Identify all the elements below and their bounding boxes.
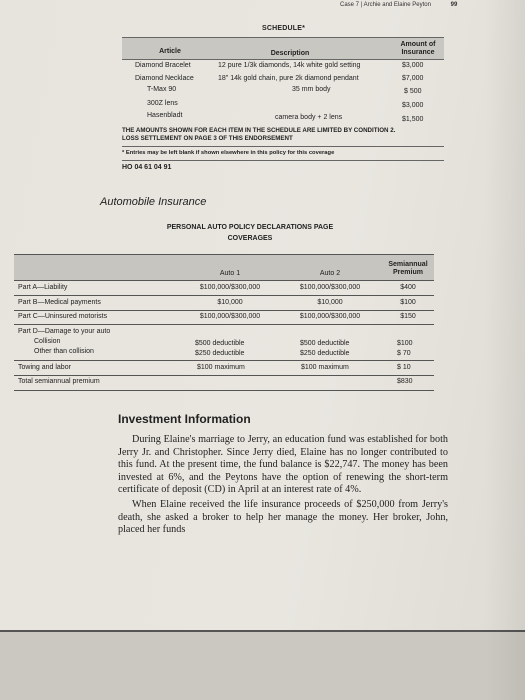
page-number: 99	[450, 2, 458, 8]
row-collision-auto1: $500 deductible	[195, 340, 245, 347]
row-collision-label: Collision	[34, 338, 61, 345]
row-towing-label: Towing and labor	[18, 364, 71, 371]
row-other-auto2: $250 deductible	[300, 350, 350, 357]
declarations-bottom-rule	[14, 390, 434, 391]
running-header	[340, 2, 457, 8]
row-medical-label: Part B—Medical payments	[18, 299, 101, 306]
schedule-amount: $3,000	[402, 62, 424, 69]
row-other-premium: $ 70	[397, 350, 411, 357]
declarations-title-line1: PERSONAL AUTO POLICY DECLARATIONS PAGE	[166, 224, 334, 231]
row-total-premium: $830	[397, 378, 413, 385]
schedule-description: 35 mm body	[292, 86, 331, 93]
schedule-col-description: Description	[270, 50, 310, 57]
row-collision-auto2: $500 deductible	[300, 340, 350, 347]
schedule-note-rule	[122, 146, 444, 147]
row-towing-auto1: $100 maximum	[197, 364, 245, 371]
schedule-col-article: Article	[159, 48, 181, 55]
schedule-amount: $7,000	[402, 75, 424, 82]
row-medical-auto2: $10,000	[317, 299, 343, 306]
col-auto1: Auto 1	[219, 270, 241, 277]
col-premium	[383, 261, 433, 277]
schedule-article: Diamond Bracelet	[135, 62, 191, 69]
row-medical-premium: $100	[400, 299, 416, 306]
schedule-top-rule	[122, 37, 444, 38]
schedule-col-amount-line1: Amount of	[400, 41, 436, 48]
schedule-col-amount-line2: Insurance	[401, 49, 435, 56]
row-total-label: Total semiannual premium	[18, 378, 100, 385]
form-code: HO 04 61 04 91	[122, 164, 172, 171]
automobile-section-title: Automobile Insurance	[100, 196, 207, 208]
col-premium-line1: Semiannual	[388, 261, 428, 268]
schedule-amount: $1,500	[402, 116, 424, 123]
schedule-article: Hasenbladt	[147, 112, 183, 119]
row-rule	[14, 310, 434, 311]
row-liability-label: Part A—Liability	[18, 284, 68, 291]
running-head-text: Case 7 | Archie and Elaine Peyton	[340, 2, 431, 8]
schedule-article: Diamond Necklace	[135, 75, 194, 82]
row-rule	[14, 324, 434, 325]
col-auto2: Auto 2	[319, 270, 341, 277]
row-liability-auto1: $100,000/$300,000	[199, 284, 261, 291]
page-edge-shadow	[485, 0, 525, 700]
page-bottom-shadow	[0, 630, 525, 700]
schedule-title: SCHEDULE*	[262, 25, 306, 32]
col-premium-line2: Premium	[393, 269, 423, 276]
row-other-label: Other than collision	[34, 348, 94, 355]
schedule-footnote: * Entries may be left blank if shown elsewhere in this policy for this coverage	[122, 150, 335, 156]
schedule-description: 12 pure 1/3k diamonds, 14k white gold setting	[218, 62, 361, 69]
limit-note-line1: THE AMOUNTS SHOWN FOR EACH ITEM IN THE SCHEDULE ARE LIMITED BY CONDITION 2.	[122, 127, 396, 134]
declarations-header-rule	[14, 280, 434, 281]
schedule-description: 18" 14k gold chain, pure 2k diamond pendant	[218, 75, 359, 82]
row-towing-premium: $ 10	[397, 364, 411, 371]
row-collision-premium: $100	[397, 340, 413, 347]
row-uninsured-auto2: $100,000/$300,000	[299, 313, 361, 320]
investment-title: Investment Information	[118, 412, 251, 426]
row-uninsured-auto1: $100,000/$300,000	[199, 313, 261, 320]
schedule-article: T-Max 90	[147, 86, 177, 93]
declarations-title-line2: COVERAGES	[227, 235, 273, 242]
declarations-title	[150, 222, 350, 244]
row-damage-label: Part D—Damage to your auto	[18, 328, 111, 335]
row-towing-auto2: $100 maximum	[301, 364, 349, 371]
schedule-amount: $ 500	[404, 88, 422, 95]
row-uninsured-label: Part C—Uninsured motorists	[18, 313, 108, 320]
schedule-footnote-rule	[122, 160, 444, 161]
schedule-description: camera body + 2 lens	[275, 114, 343, 121]
schedule-article: 300Z lens	[147, 100, 178, 107]
schedule-header-rule	[122, 59, 444, 60]
row-rule	[14, 375, 434, 376]
schedule-amount: $3,000	[402, 102, 424, 109]
row-medical-auto1: $10,000	[217, 299, 243, 306]
row-uninsured-premium: $150	[400, 313, 416, 320]
limit-note-line2: LOSS SETTLEMENT ON PAGE 3 OF THIS ENDORSEMENT	[122, 135, 293, 142]
schedule-col-amount	[392, 41, 444, 57]
row-liability-auto2: $100,000/$300,000	[299, 284, 361, 291]
investment-paragraph-1: During Elaine's marriage to Jerry, an education fund was established for both Jerry Jr. and Christopher. Since Jerry died, Elaine has no longer contributed to this fund. At the present time, the fund balance is $22,747. The money has been invested at 6%, and the Peytons have the option of renewing the short-term certificate of deposit (CD) in April at an interest rate of 4%.	[118, 434, 448, 496]
declarations-top-rule	[14, 254, 434, 255]
row-rule	[14, 360, 434, 361]
row-rule	[14, 295, 434, 296]
investment-paragraph-2: When Elaine received the life insurance proceeds of $250,000 from Jerry's death, she asked a broker to help her manage the money. Her broker, John, placed her funds	[118, 499, 448, 536]
row-other-auto1: $250 deductible	[195, 350, 245, 357]
page-bottom-edge	[0, 630, 525, 632]
row-liability-premium: $400	[400, 284, 416, 291]
